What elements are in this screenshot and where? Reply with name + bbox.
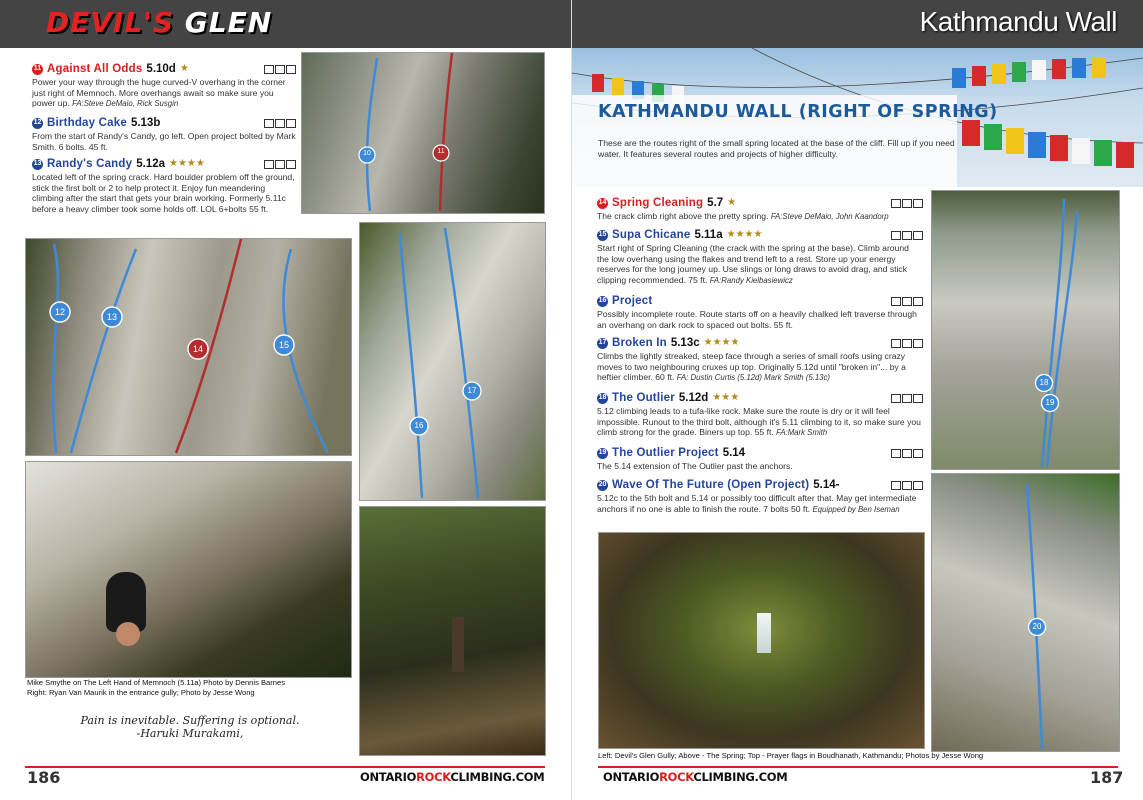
- route-label: 12: [54, 307, 65, 317]
- star-rating: ★: [727, 196, 737, 208]
- route-number: 14: [597, 198, 608, 209]
- route-label: 14: [192, 344, 203, 354]
- tick-boxes: [891, 199, 923, 208]
- star-rating: ★: [179, 62, 189, 74]
- tick-boxes: [264, 160, 296, 169]
- tick-boxes: [891, 481, 923, 490]
- photo-wave-of-the-future: [931, 473, 1120, 752]
- route-name: Project: [612, 294, 653, 307]
- route-entry: [32, 116, 296, 152]
- route-description: The crack climb right above the pretty spring. FA:Steve DeMaio, John Kaandorp: [597, 211, 889, 221]
- section-title: KATHMANDU WALL (RIGHT OF SPRING): [598, 102, 998, 122]
- route-description: Possibly incomplete route. Route starts off on a heavily chalked left traverse through an overhang on dark rock to spaced out bolts. 55 ft.: [597, 309, 917, 330]
- route-name: Supa Chicane: [612, 228, 691, 241]
- route-description: Power your way through the huge curved-V overhang in the corner just right of Memnoch. More overhangs await so make sure you power up. FA:Steve DeMaio, Rick Susgin: [32, 77, 286, 109]
- photo-the-spring: [598, 532, 925, 749]
- photo-outlier-wall: [931, 190, 1120, 470]
- route-number: 18: [597, 393, 608, 404]
- route-label: 16: [414, 421, 424, 430]
- photo-climber-left-hand: [25, 461, 352, 678]
- right-footer-rule: [598, 766, 1118, 768]
- route-name: Against All Odds: [47, 62, 143, 75]
- route-description: 5.12 climbing leads to a tufa-like rock. Make sure the route is dry or it will feel impossible. Runout to the third bolt, although it's 5.11 climbing to it, so make sure you climb strong for the grade. Biners up top. 55 ft. FA:Mark Smith: [597, 406, 921, 438]
- route-description: 5.12c to the 5th bolt and 5.14 or possibly too difficult after that. May get intermediate anchors if no one is able to finish the route. 7 bolts 50 ft. Equipped by Ben Iseman: [597, 493, 917, 514]
- wall-title: Kathmandu Wall: [919, 6, 1117, 37]
- route-number: 12: [32, 118, 43, 129]
- route-entry: [597, 478, 923, 515]
- route-number: 13: [32, 159, 43, 170]
- route-name: Randy's Candy: [47, 157, 133, 170]
- route-label: 17: [467, 386, 477, 395]
- route-name: Wave Of The Future (Open Project): [612, 478, 810, 491]
- route-grade: 5.12d: [678, 391, 709, 404]
- route-entry: [32, 62, 296, 110]
- route-entry: [597, 294, 923, 330]
- route-number: 16: [597, 296, 608, 307]
- route-grade: 5.7: [707, 196, 724, 209]
- route-entry: [597, 446, 923, 472]
- left-page-number: 186: [27, 768, 61, 787]
- route-label: 15: [278, 340, 289, 350]
- route-name: Broken In: [612, 336, 667, 349]
- route-number: 11: [32, 64, 43, 75]
- route-description: Start right of Spring Cleaning (the crack with the spring at the base). Climb around the low overhang using the flakes and trend left to a rest. Store up your energy reserves for the long journey up. Use slings or long draws to avoid drag, and stick clipping recommended. 75 ft. FA:Randy Kielbasiewicz: [597, 243, 909, 285]
- quote: Pain is inevitable. Suffering is optional. -Haruki Murakami,: [80, 714, 300, 740]
- star-rating: ★★★: [712, 391, 740, 403]
- tick-boxes: [264, 65, 296, 74]
- climber-head: [116, 622, 140, 646]
- route-description: Located left of the spring crack. Hard boulder problem off the ground, stick the first bolt or 2 to help protect it. Enjoy fun meandering climbing after the start that gets your brain working. Formerly 5.11c before a heavy climber took some holds off. LOL 6+bolts 55 ft.: [32, 172, 295, 214]
- route-number: 20: [597, 480, 608, 491]
- tick-boxes: [891, 394, 923, 403]
- photo-against-all-odds: [301, 52, 545, 214]
- photo-project-wall: [359, 222, 546, 501]
- route-grade: 5.13b: [130, 116, 161, 129]
- route-description: From the start of Randy's Candy, go left. Open project bolted by Mark Smith. 6 bolts. 45 ft.: [32, 131, 296, 152]
- tick-boxes: [264, 119, 296, 128]
- route-label: 18: [1039, 378, 1049, 387]
- star-rating: ★★★★: [703, 336, 740, 348]
- right-photo-caption: Left: Devil's Glen Gully; Above - The Spring; Top - Prayer flags in Boudhanath, Kathmandu; Photos by Jesse Wong: [598, 751, 984, 760]
- route-label: 11: [437, 148, 445, 155]
- route-description: Climbs the lightly streaked, steep face through a series of small roofs using crazy moves to two neighbouring cruxes up top. Originally 5.12d until "broken in"... by a heftier climber. 60 ft. FA: Dustin Curtis (5.12d) Mark Smith (5.13c): [597, 351, 906, 383]
- route-entry: [597, 336, 923, 384]
- left-footer-rule: [25, 766, 545, 768]
- person-figure: [452, 617, 464, 672]
- right-page-number: 187: [1090, 768, 1124, 787]
- photo-entrance-gully: [359, 506, 546, 756]
- route-grade: 5.10d: [146, 62, 176, 75]
- route-label: 13: [106, 312, 117, 322]
- route-entry: [597, 196, 923, 223]
- photo-randys-candy-wall: [25, 238, 352, 456]
- route-grade: 5.14: [722, 446, 746, 459]
- route-grade: 5.13c: [670, 336, 700, 349]
- route-label: 10: [363, 150, 371, 157]
- route-name: The Outlier Project: [612, 446, 719, 459]
- route-grade: 5.11a: [694, 228, 723, 241]
- brand-logo: DEVIL'S GLEN: [46, 6, 273, 39]
- left-photo-caption: Mike Smythe on The Left Hand of Memnoch (5.11a) Photo by Dennis Barnes Right: Ryan Van Maurik in the entrance gully; Photo by Jesse Wong: [27, 678, 286, 697]
- star-rating: ★★★★: [169, 157, 205, 169]
- tick-boxes: [891, 339, 923, 348]
- route-name: The Outlier: [612, 391, 675, 404]
- route-entry: [32, 157, 296, 214]
- route-entry: [597, 391, 923, 439]
- route-number: 17: [597, 338, 608, 349]
- route-number: 15: [597, 230, 608, 241]
- route-name: Spring Cleaning: [612, 196, 704, 209]
- star-rating: ★★★★: [726, 228, 763, 240]
- tick-boxes: [891, 297, 923, 306]
- route-grade: 5.12a: [136, 157, 165, 170]
- left-site-link[interactable]: ONTARIOROCKCLIMBING.COM: [360, 770, 545, 784]
- tick-boxes: [891, 231, 923, 240]
- route-grade: 5.14-: [813, 478, 840, 491]
- section-description: These are the routes right of the small spring located at the base of the cliff. Fill up if you need water. It features several routes and projects of higher difficulty.: [598, 138, 955, 159]
- route-label: 20: [1032, 622, 1042, 631]
- waterfall: [757, 613, 771, 653]
- right-site-link[interactable]: ONTARIOROCKCLIMBING.COM: [603, 770, 788, 784]
- route-entry: [597, 228, 923, 286]
- route-description: The 5.14 extension of The Outlier past the anchors.: [597, 461, 793, 471]
- route-label: 19: [1045, 398, 1055, 407]
- route-name: Birthday Cake: [47, 116, 127, 129]
- tick-boxes: [891, 449, 923, 458]
- route-number: 19: [597, 448, 608, 459]
